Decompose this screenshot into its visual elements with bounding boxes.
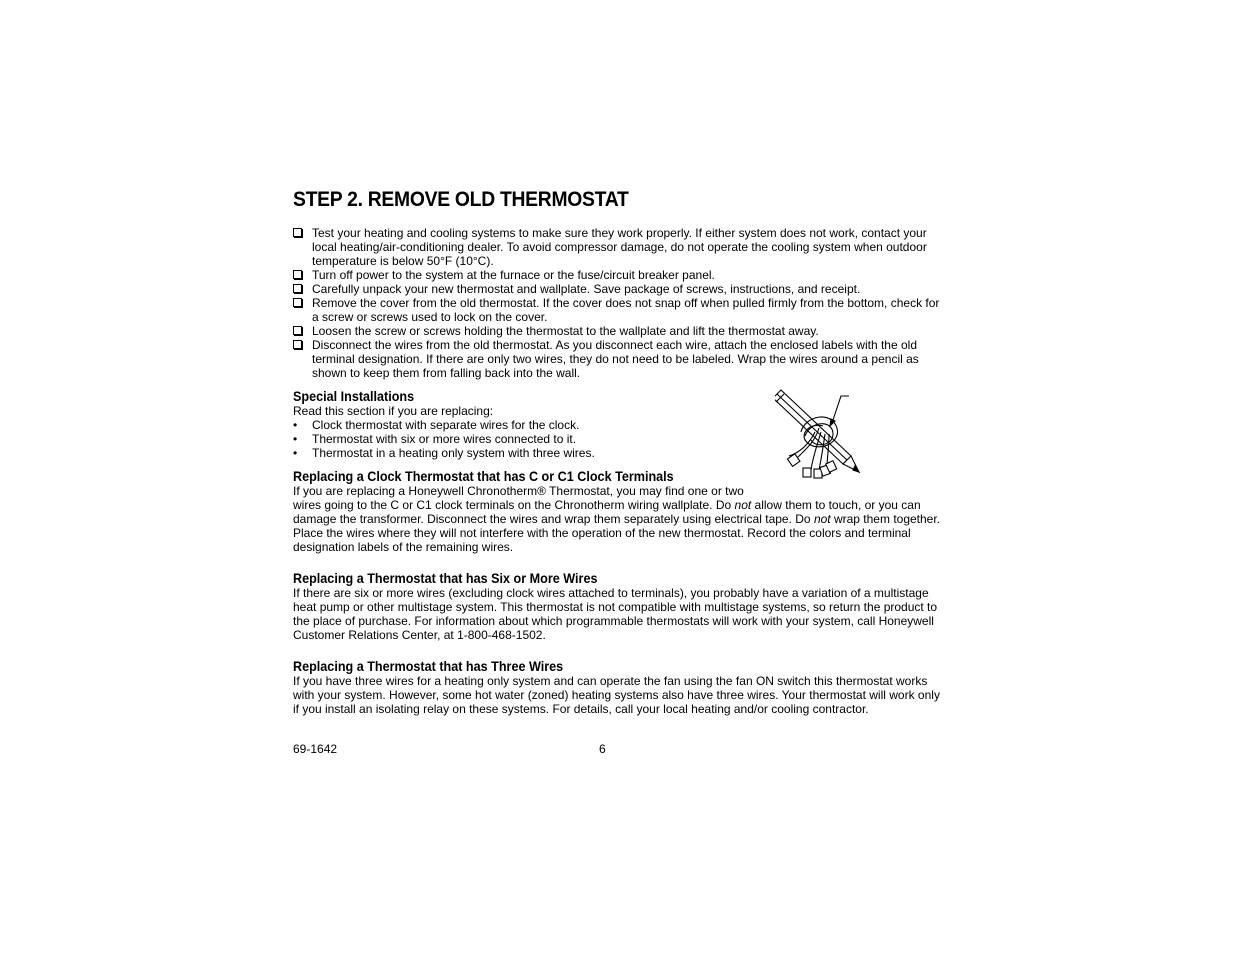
special-installations-section [293, 388, 943, 460]
checklist-item: Carefully unpack your new thermostat and wallplate. Save package of screws, instructions, and receipt. [293, 282, 943, 296]
checkbox-icon [293, 326, 302, 335]
checklist [293, 226, 943, 380]
three-wires-heading: Replacing a Thermostat that has Three Wires [293, 658, 564, 674]
checkbox-icon [293, 340, 302, 349]
clock-thermostat-section [293, 468, 943, 554]
checklist-item: Test your heating and cooling systems to make sure they work properly. If either system does not work, contact your local heating/air-conditioning dealer. To avoid compressor damage, do not operate the cooling system when outdoor temperature is below 50°F (10°C). [293, 226, 943, 268]
special-installations-intro: Read this section if you are replacing: [293, 404, 494, 418]
checkbox-icon [293, 284, 302, 293]
six-wires-section [293, 570, 943, 642]
checklist-item: Remove the cover from the old thermostat. If the cover does not snap off when pulled firmly from the bottom, check for a screw or screws used to lock on the cover. [293, 296, 943, 324]
checklist-item: Loosen the screw or screws holding the thermostat to the wallplate and lift the thermostat away. [293, 324, 943, 338]
special-installations-heading: Special Installations [293, 388, 415, 404]
checklist-item: Turn off power to the system at the furnace or the fuse/circuit breaker panel. [293, 268, 943, 282]
three-wires-body: If you have three wires for a heating only system and can operate the fan using the fan ON switch this thermostat works with your system. However, some hot water (zoned) heating systems also have three wires. Your thermostat will work only if you install an isolating relay on these systems. For details, call your local heating and/or cooling contractor. [293, 674, 940, 716]
clock-thermostat-body: If you are replacing a Honeywell Chronotherm® Thermostat, you may find one or two wires going to the C or C1 clock terminals on the Chronotherm wiring wallplate. Do not allow them to touch, or you can damage the transformer. Disconnect the wires and wrap them separately using electrical tape. Do not wrap them together. Place the wires where they will not interfere with the operation of the new thermostat. Record the colors and terminal designation labels of the remaining wires. [293, 484, 941, 554]
checkbox-icon [293, 298, 302, 307]
list-item: • Clock thermostat with separate wires for the clock. [293, 418, 580, 432]
checklist-item: Disconnect the wires from the old thermostat. As you disconnect each wire, attach the enclosed labels with the old terminal designation. If there are only two wires, they do not need to be labeled. Wrap the wires around a pencil as shown to keep them from falling back into the wall. [293, 338, 943, 380]
clock-thermostat-heading: Replacing a Clock Thermostat that has C or C1 Clock Terminals [293, 468, 674, 484]
list-item: • Thermostat with six or more wires connected to it. [293, 432, 577, 446]
page-number: 6 [599, 742, 606, 756]
page-title: STEP 2. REMOVE OLD THERMOSTAT [293, 188, 629, 211]
six-wires-heading: Replacing a Thermostat that has Six or More Wires [293, 570, 598, 586]
document-number: 69-1642 [293, 742, 338, 756]
list-item: • Thermostat in a heating only system with three wires. [293, 446, 595, 460]
page-content [293, 188, 943, 716]
three-wires-section [293, 658, 943, 716]
checkbox-icon [293, 228, 302, 237]
six-wires-body: If there are six or more wires (excluding clock wires attached to terminals), you probably have a variation of a multistage heat pump or other multistage system. This thermostat is not compatible with multistage systems, so return the product to the place of purchase. For information about which programmable thermostats will work with your system, call Honeywell Customer Relations Center, at 1-800-468-1502. [293, 586, 938, 642]
checkbox-icon [293, 270, 302, 279]
